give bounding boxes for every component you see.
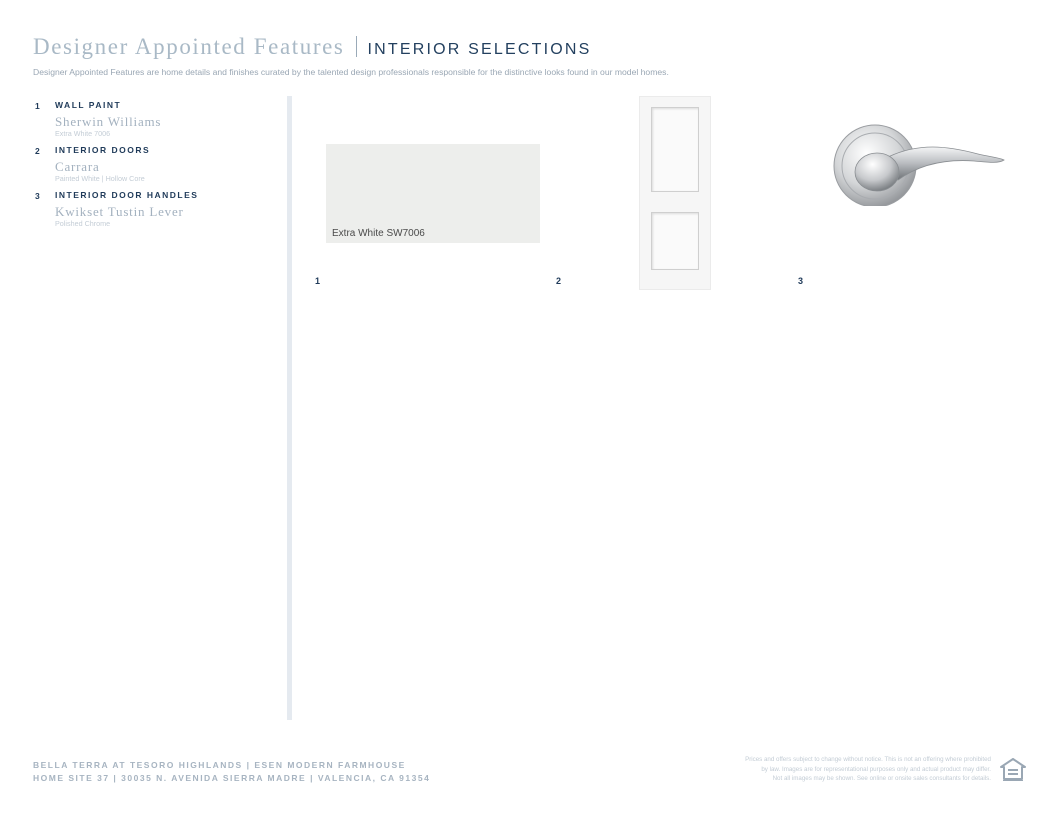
disclaimer-line: Prices and offers subject to change without notice. This is not an offering where prohibited [745, 756, 991, 763]
swatch-label: Extra White SW7006 [332, 228, 425, 239]
footer-address [33, 759, 430, 785]
selection-number: 3 [35, 191, 40, 201]
image-number-2: 2 [556, 276, 562, 286]
selection-number: 2 [35, 146, 40, 156]
selection-door-handles [35, 190, 275, 228]
selection-name: Kwikset Tustin Lever [55, 204, 184, 219]
selection-detail: Painted White | Hollow Core [55, 174, 145, 183]
page-title: Designer Appointed Features [33, 34, 345, 59]
selection-heading: INTERIOR DOORS [55, 145, 151, 155]
image-number-3: 3 [798, 276, 804, 286]
selection-name: Sherwin Williams [55, 114, 162, 129]
footer-community: BELLA TERRA AT TESORO HIGHLANDS | ESEN MODERN FARMHOUSE [33, 760, 406, 770]
selection-name: Carrara [55, 159, 100, 174]
door-handle-image [828, 124, 1006, 206]
intro-text: Designer Appointed Features are home details and finishes curated by the talented design professionals responsible for the distinctive looks found in our model homes. [33, 67, 669, 77]
title-divider [356, 36, 357, 57]
selection-wall-paint [35, 100, 275, 138]
equal-housing-opportunity-icon [1000, 758, 1026, 782]
selection-number: 1 [35, 101, 40, 111]
footer-homesite: HOME SITE 37 | 30035 N. AVENIDA SIERRA MADRE | VALENCIA, CA 91354 [33, 773, 431, 783]
door-image [639, 96, 711, 290]
paint-swatch [326, 144, 540, 243]
disclaimer-line: Not all images may be shown. See online or onsite sales consultants for details. [772, 775, 991, 782]
selection-list [35, 100, 275, 235]
image-number-1: 1 [315, 276, 321, 286]
vertical-divider [287, 96, 292, 720]
door-panel-bottom [651, 212, 699, 270]
selection-detail: Polished Chrome [55, 219, 111, 228]
selection-heading: WALL PAINT [55, 100, 122, 110]
selection-interior-doors [35, 145, 275, 183]
selection-heading: INTERIOR DOOR HANDLES [55, 190, 199, 200]
door-panel-top [651, 107, 699, 192]
selection-detail: Extra White 7006 [55, 129, 111, 138]
page-subtitle: INTERIOR SELECTIONS [367, 41, 592, 58]
disclaimer-line: by law. Images are for representational purposes only and actual product may differ. [761, 765, 991, 773]
footer-disclaimer [651, 755, 991, 784]
page-header [33, 34, 592, 60]
